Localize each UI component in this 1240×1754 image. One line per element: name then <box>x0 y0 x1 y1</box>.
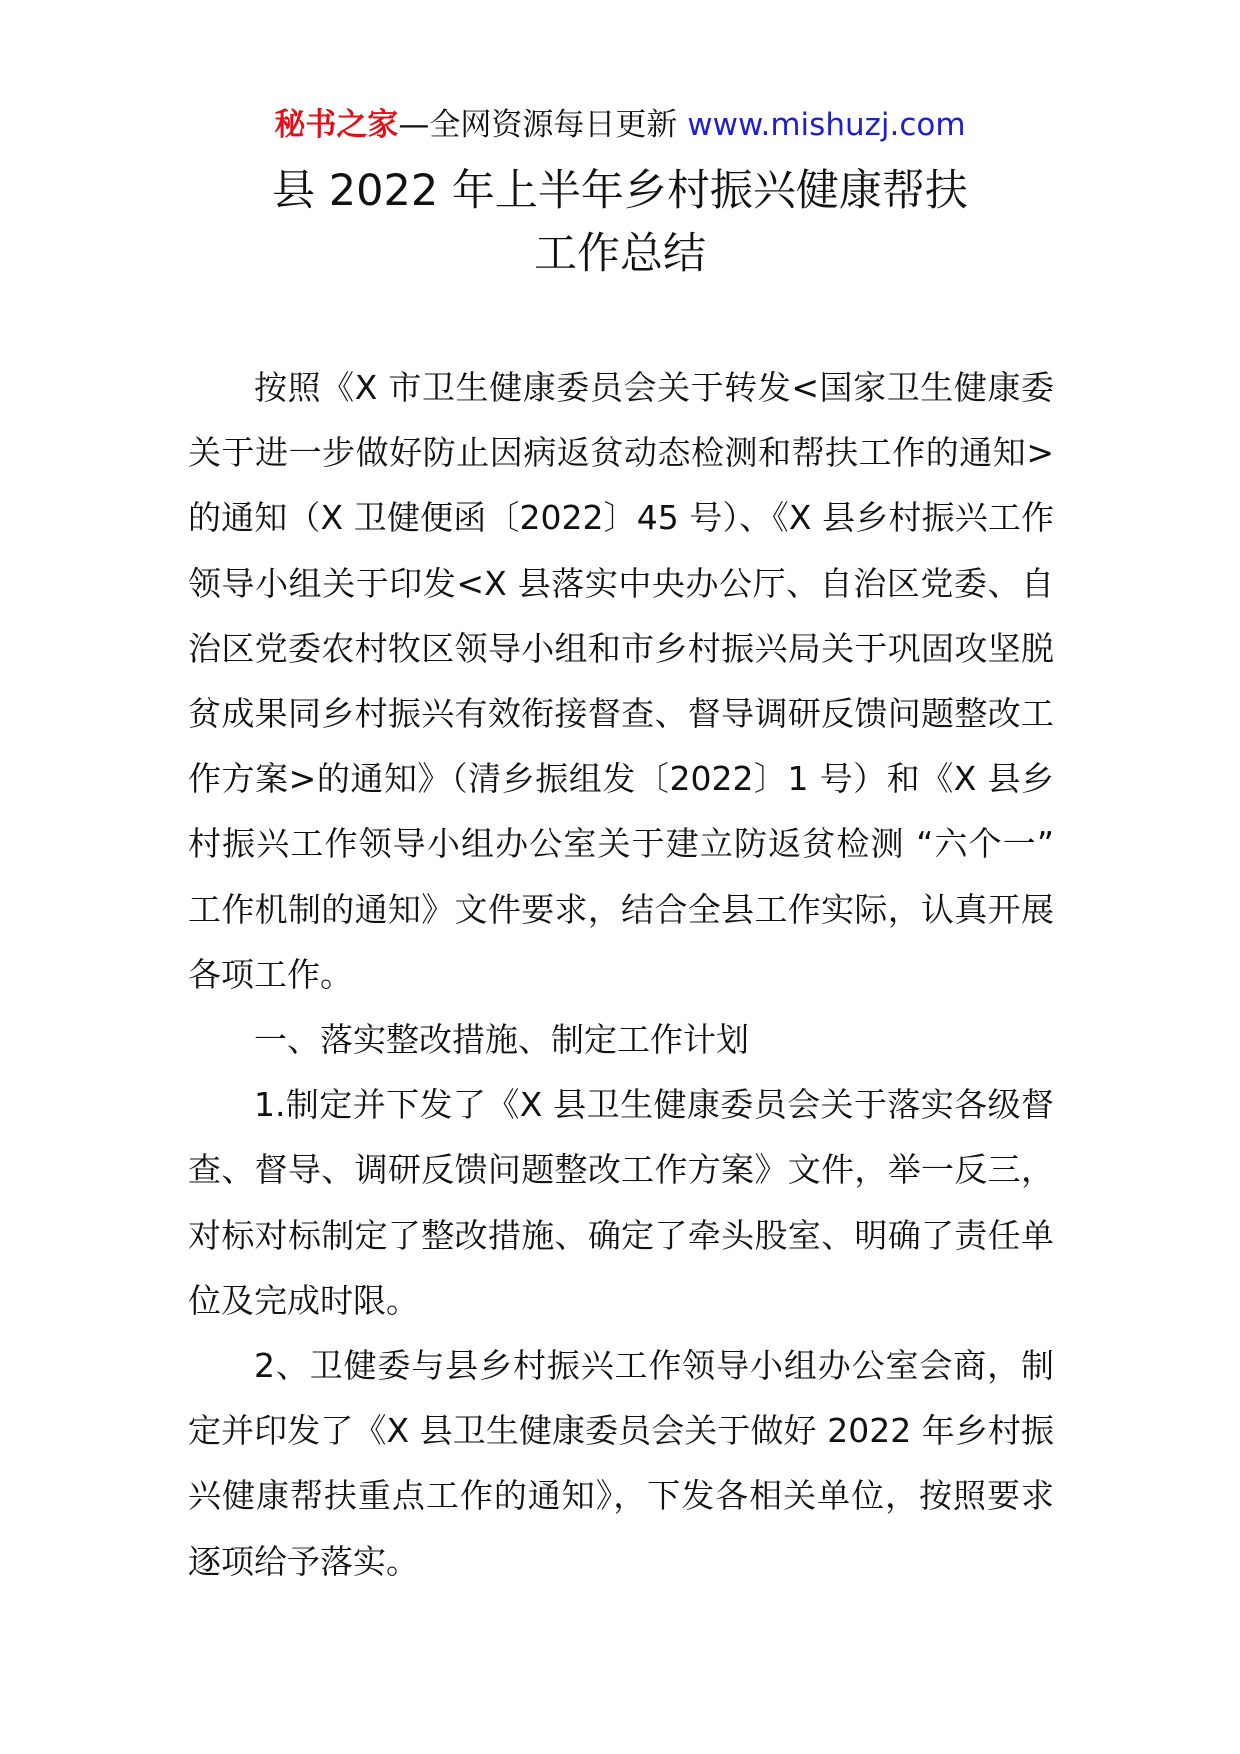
header-tagline: —全网资源每日更新 <box>398 107 688 143</box>
site-url-link[interactable]: www.mishuzj.com <box>687 107 966 143</box>
paragraph-item-1: 1.制定并下发了《X 县卫生健康委员会关于落实各级督查、督导、调研反馈问题整改工作方案》文件，举一反三，对标对标制定了整改措施、确定了牵头股室、明确了责任单位及完成时限。 <box>188 1085 1054 1320</box>
site-header <box>0 98 1240 152</box>
brand-name: 秘书之家 <box>274 107 399 143</box>
paragraph-item-2: 2、卫健委与县乡村振兴工作领导小组办公室会商，制定并印发了《X 县卫生健康委员会关于做好 2022 年乡村振兴健康帮扶重点工作的通知》，下发各相关单位，按照要求逐项给予落实。 <box>188 1346 1054 1581</box>
document-title <box>0 160 1240 286</box>
title-line-1: 县 2022 年上半年乡村振兴健康帮扶 <box>272 166 968 216</box>
title-line-2: 工作总结 <box>534 229 706 279</box>
section-heading-1: 一、落实整改措施、制定工作计划 <box>254 1020 749 1060</box>
paragraph-intro: 按照《X 市卫生健康委员会关于转发<国家卫生健康委关于进一步做好防止因病返贫动态检测和帮扶工作的通知>的通知（X 卫健便函〔2022〕45 号）、《X 县乡村振兴工作领导小组关于印发<X 县落实中央办公厅、自治区党委、自治区党委农村牧区领导小组和市乡村振兴局关于巩固攻坚脱贫成果同乡村振兴有效衔接督查、督导调研反馈问题整改工作方案>的通知》（清乡振组发〔2022〕1 号）和《X 县乡村振兴工作领导小组办公室关于建立防返贫检测 “六个一” 工作机制的通知》文件要求，结合全县工作实际，认真开展各项工作。 <box>188 368 1054 994</box>
document-body <box>188 355 1054 1594</box>
